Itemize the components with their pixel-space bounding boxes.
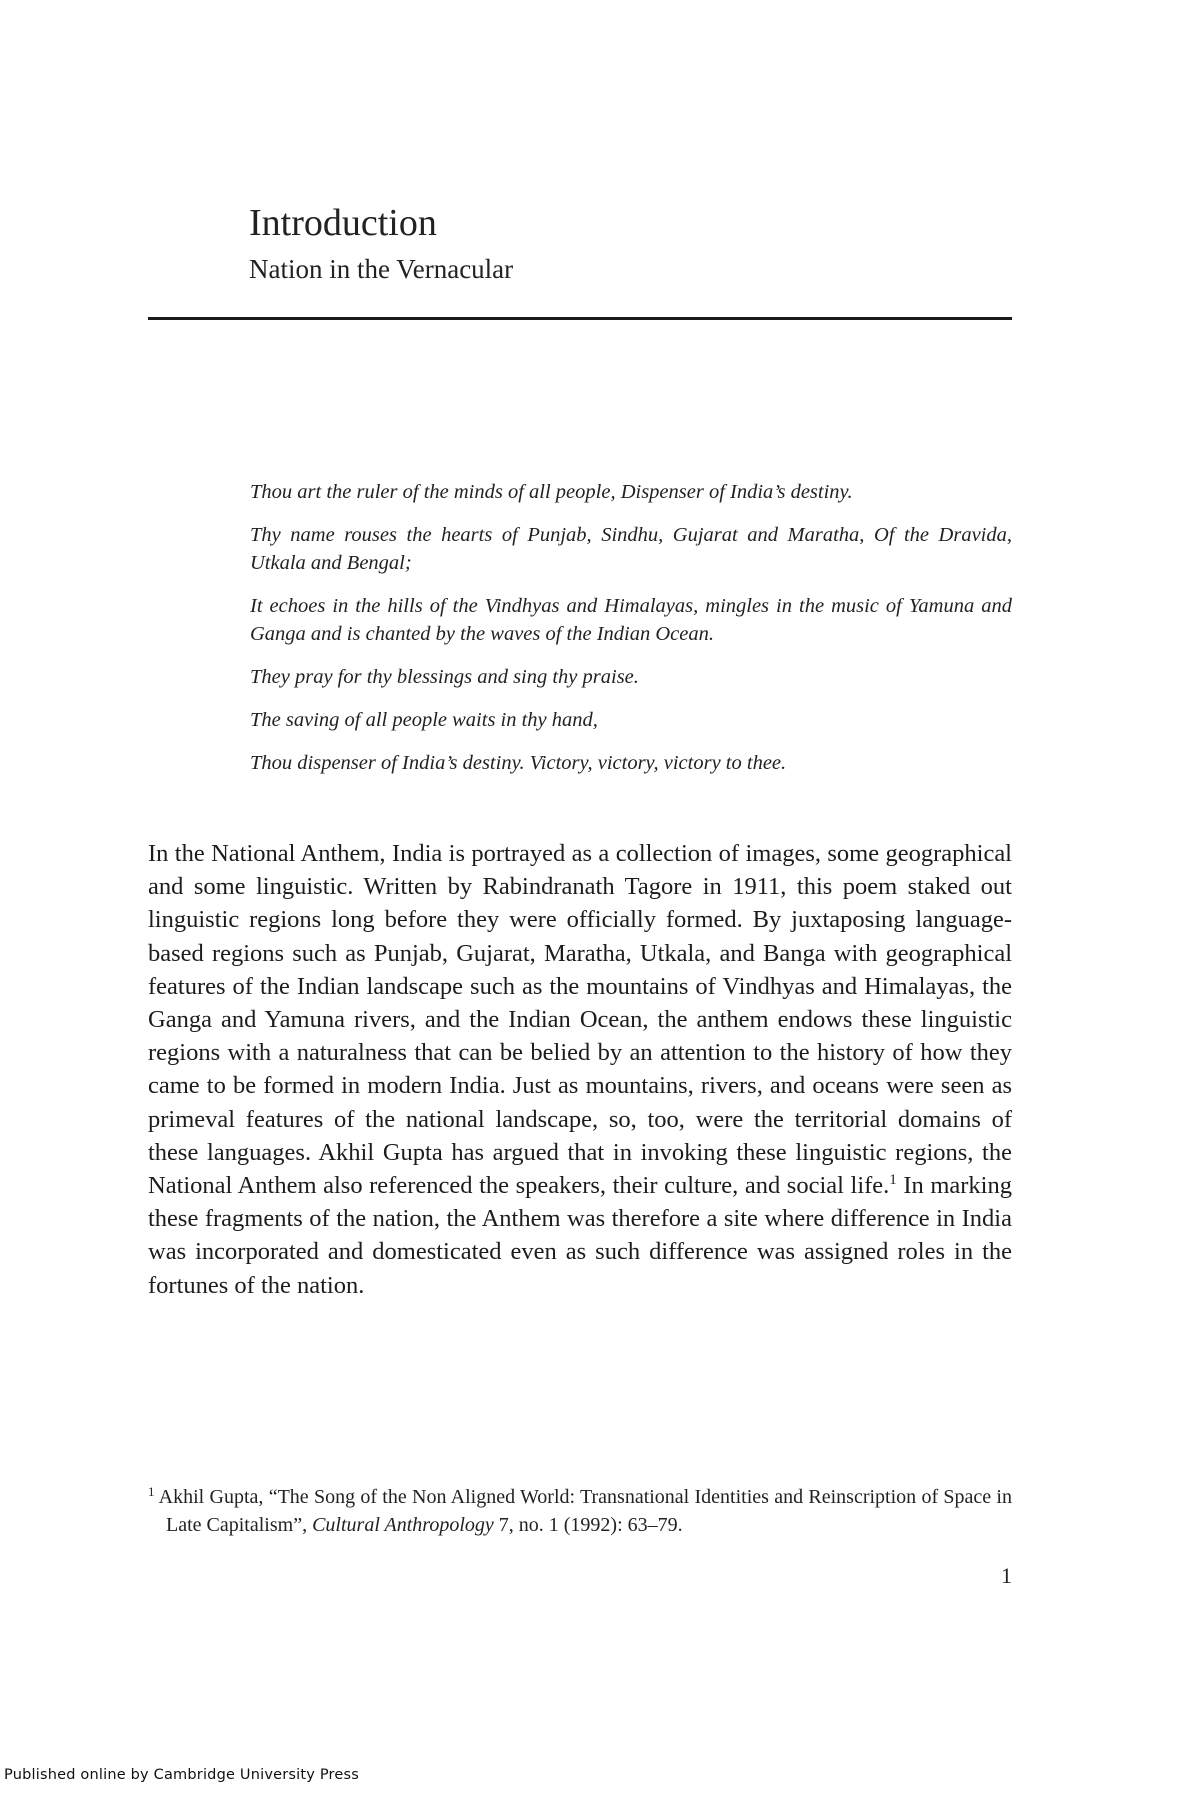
footnote-reference[interactable]: 1 (889, 1172, 897, 1189)
title-rule (148, 317, 1012, 320)
body-text-part: In marking these fragments of the nation, the Anthem was therefore a site where difference in India was incorporated and domesticated even as such difference was assigned roles in the fortunes of the nation. (148, 1172, 1012, 1299)
chapter-subtitle: Nation in the Vernacular (249, 254, 514, 284)
footnote-text: 7, no. 1 (1992): 63–79. (493, 1514, 683, 1536)
epigraph-line: Thy name rouses the hearts of Punjab, Sindhu, Gujarat and Maratha, Of the Dravida, Utkala and Bengal; (250, 524, 1012, 574)
footnote-marker: 1 (148, 1484, 155, 1499)
chapter-title: Introduction (249, 202, 437, 244)
epigraph-line: Thou art the ruler of the minds of all people, Dispenser of India’s destiny. (250, 481, 853, 503)
body-text-part: In the National Anthem, India is portrayed as a collection of images, some geographical and some linguistic. Written by Rabindranath Tagore in 1911, this poem staked out linguistic regions long before they were officially formed. By juxtaposing language-based regions such as Punjab, Gujarat, Maratha, Utkala, and Banga with geographical features of the Indian landscape such as the mountains of Vindhyas and Himalayas, the Ganga and Yamuna rivers, and the Indian Ocean, the anthem endows these linguistic regions with a naturalness that can be belied by an attention to the history of how they came to be formed in modern India. Just as mountains, rivers, and oceans were seen as primeval features of the national landscape, so, too, were the territorial domains of these languages. Akhil Gupta has argued that in invoking these linguistic regions, the National Anthem also referenced the speakers, their culture, and social life. (148, 840, 1012, 1200)
epigraph (250, 478, 1012, 792)
page-number: 1 (1001, 1563, 1012, 1588)
epigraph-line: It echoes in the hills of the Vindhyas and Himalayas, mingles in the music of Yamuna and Ganga and is chanted by the waves of the Indian Ocean. (250, 595, 1012, 645)
publisher-line: Published online by Cambridge University Press (4, 1767, 360, 1783)
body-paragraph (148, 837, 1012, 1302)
epigraph-line: Thou dispenser of India’s destiny. Victory, victory, victory to thee. (250, 752, 787, 774)
footnote-journal: Cultural Anthropology (312, 1514, 494, 1536)
footnote-text: Akhil Gupta, “The Song of the Non Aligned World: Transnational Identities and Reinscription of Space in Late Capitalism”, (154, 1486, 1012, 1536)
footnote (148, 1483, 1012, 1539)
epigraph-line: They pray for thy blessings and sing thy praise. (250, 666, 639, 688)
epigraph-line: The saving of all people waits in thy hand, (250, 709, 598, 731)
